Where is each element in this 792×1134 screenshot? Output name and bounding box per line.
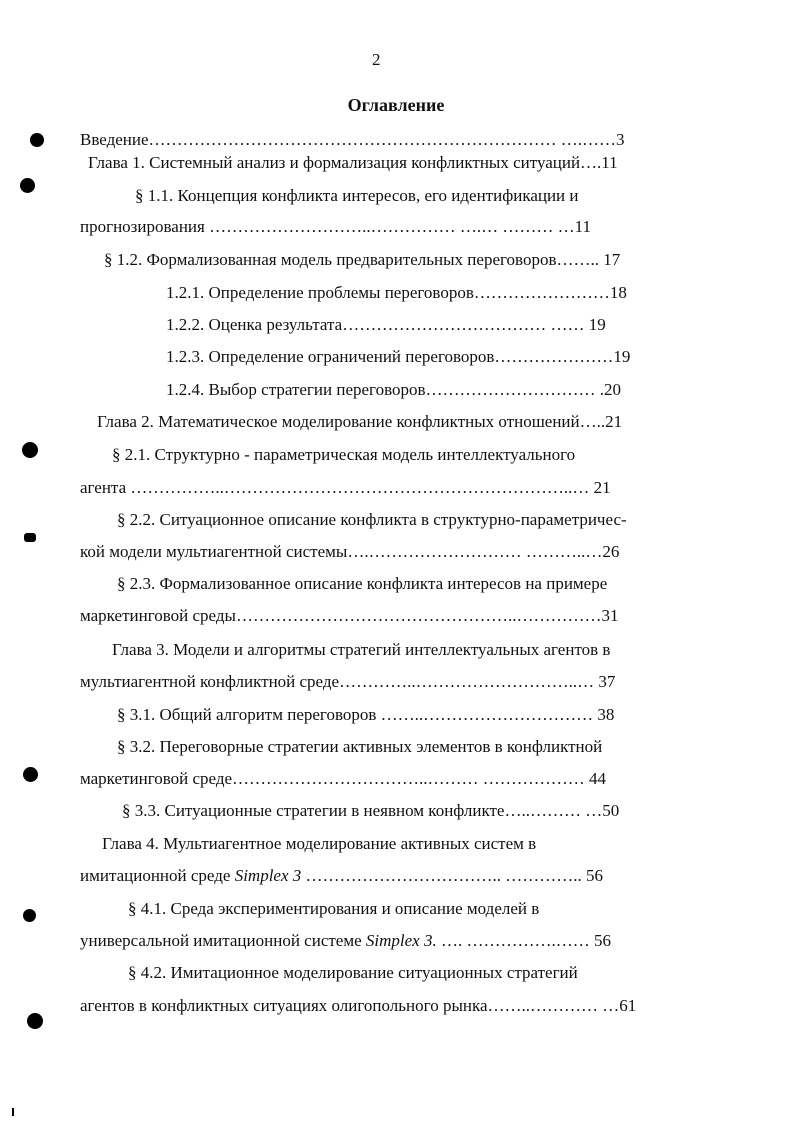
toc-text-post: …………………………….. ………….. 56 [301,866,604,885]
toc-entry-section-3-2-cont: маркетинговой среде……………………………..……… ……………… 44 [80,769,607,788]
toc-italic: Simplex 3. [365,931,437,950]
toc-entry-chapter-3-cont: мультиагентной конфликтной среде…………..………………………..… 37 [80,672,616,691]
toc-entry-section-1-2: § 1.2. Формализованная модель предварительных переговоров…….. 17 [104,250,621,269]
page-number: 2 [372,50,381,69]
punch-hole-mark [24,533,36,542]
toc-entry-1-2-3: 1.2.3. Определение ограничений переговоров…………………19 [166,347,631,366]
toc-entry-section-2-1: § 2.1. Структурно - параметрическая модель интеллектуального [112,445,576,464]
toc-entry-section-4-1-cont [80,931,611,951]
toc-text: имитационной среде [80,866,235,885]
toc-entry-section-2-3-cont: маркетинговой среды…………………………………………..……………31 [80,606,619,625]
punch-hole-mark [23,767,38,782]
toc-entry-1-2-2: 1.2.2. Оценка результата……………………………… …… 19 [166,315,606,334]
toc-italic: Simplex 3 [234,866,302,885]
toc-entry-section-3-2: § 3.2. Переговорные стратегии активных элементов в конфликтной [117,737,603,756]
toc-entry-section-1-1-cont: прогнозирования ………………………..…………… ….… ……… …11 [80,217,591,236]
toc-entry-chapter-4: Глава 4. Мультиагентное моделирование активных систем в [102,834,537,853]
punch-hole-mark [23,909,36,922]
punch-hole-mark [30,133,44,147]
toc-entry-chapter-1: Глава 1. Системный анализ и формализация конфликтных ситуаций….11 [88,153,618,172]
toc-entry-section-2-2-cont: кой модели мультиагентной системы….……………………… ………..…26 [80,542,620,561]
punch-hole-mark [20,178,35,193]
toc-entry-chapter-4-cont [80,866,603,886]
toc-entry-section-2-2: § 2.2. Ситуационное описание конфликта в структурно-параметричес- [117,510,627,529]
toc-entry-section-4-2: § 4.2. Имитационное моделирование ситуационных стратегий [128,963,578,982]
toc-text: универсальной имитационной системе [80,931,366,950]
toc-entry-section-4-2-cont: агентов в конфликтных ситуациях олигопольного рынка……..………… …61 [80,996,637,1015]
toc-text-post: …. …………….…… 56 [436,931,611,950]
page-title: Оглавление [347,95,445,115]
toc-entry-section-4-1: § 4.1. Среда экспериментирования и описание моделей в [128,899,540,918]
toc-entry-1-2-4: 1.2.4. Выбор стратегии переговоров………………………… .20 [166,380,622,399]
toc-entry-introduction: Введение……………………………………………………………… ….……3 [80,130,625,149]
punch-hole-mark [27,1013,43,1029]
toc-entry-section-2-3: § 2.3. Формализованное описание конфликта интересов на примере [117,574,608,593]
toc-entry-section-1-1: § 1.1. Концепция конфликта интересов, его идентификации и [135,186,579,205]
toc-entry-chapter-2: Глава 2. Математическое моделирование конфликтных отношений…..21 [97,412,623,431]
toc-entry-section-3-1: § 3.1. Общий алгоритм переговоров ……..………………………… 38 [117,705,615,724]
toc-entry-section-3-3: § 3.3. Ситуационные стратегии в неявном конфликте…..……… …50 [122,801,620,820]
toc-entry-chapter-3: Глава 3. Модели и алгоритмы стратегий интеллектуальных агентов в [112,640,611,659]
toc-entry-1-2-1: 1.2.1. Определение проблемы переговоров……………………18 [166,283,627,302]
scan-speck [12,1108,14,1116]
toc-entry-section-2-1-cont: агента ……………..……………………………………………………..… 21 [80,478,611,497]
punch-hole-mark [22,442,38,458]
